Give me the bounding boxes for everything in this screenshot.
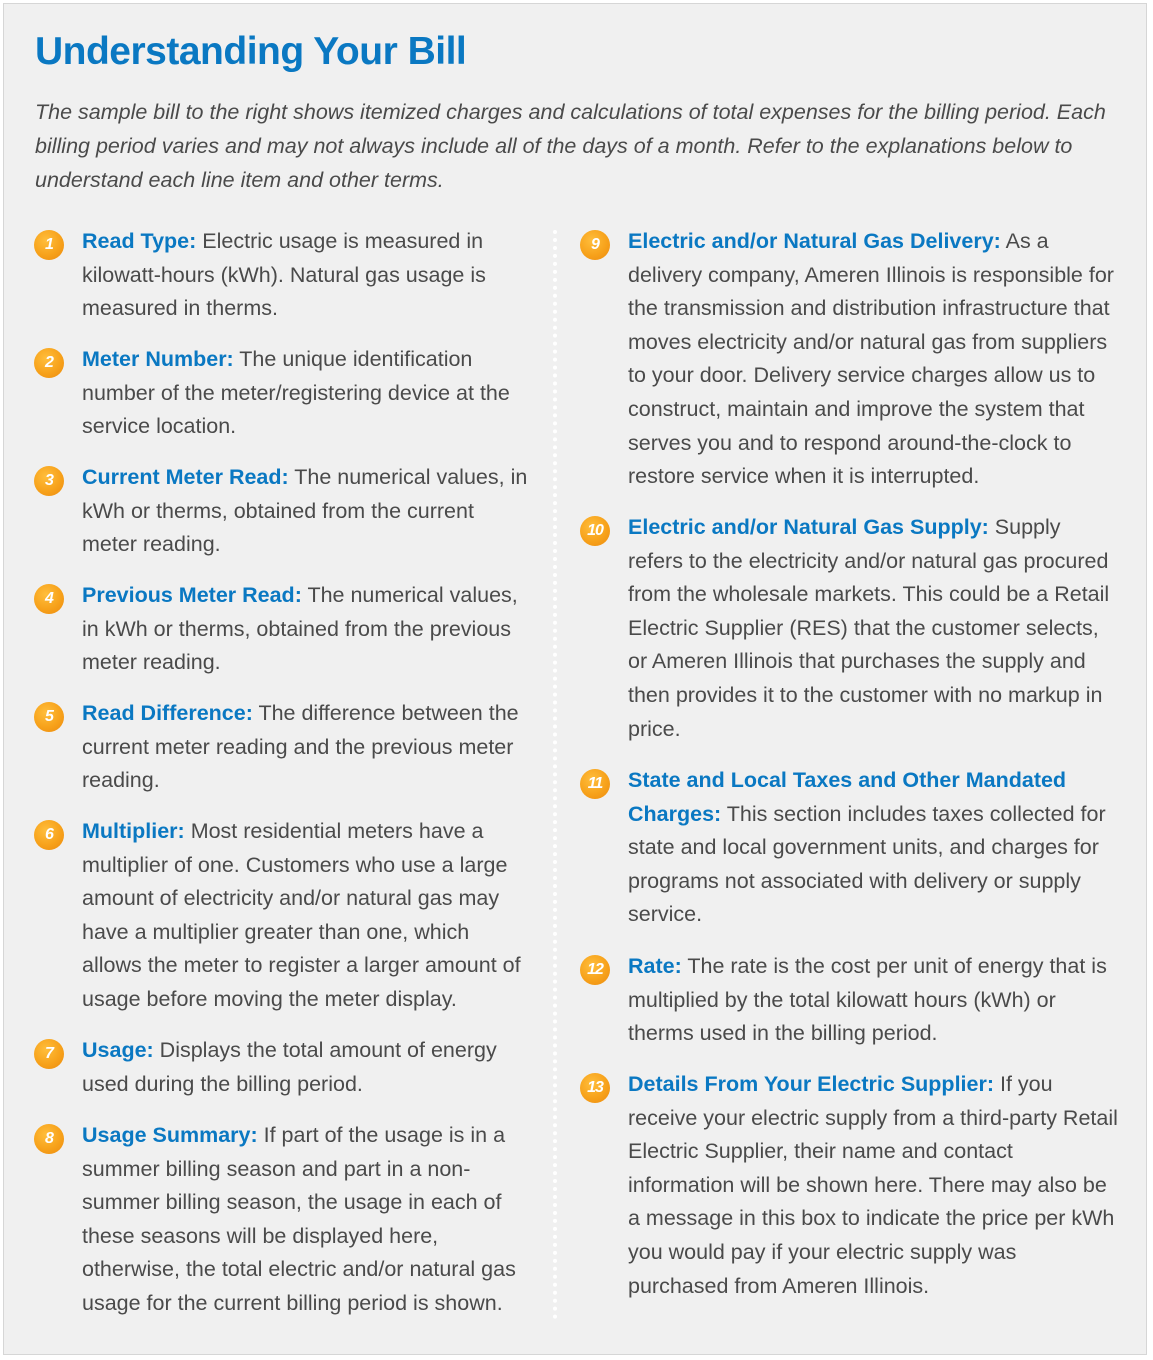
definition-text: The unique identification number of the meter/registering device at the service location.	[82, 347, 510, 439]
number-badge: 4	[34, 584, 64, 614]
definition-term: Rate:	[628, 954, 682, 978]
definition-item-read-difference	[34, 697, 534, 815]
definition-text: If you receive your electric supply from a third-party Retail Electric Supplier, their name and contact information will be shown here. There may also be a message in this box to indicate the price per kWh you would pay if your electric supply was purchased from Ameren Illinois.	[628, 1072, 1118, 1298]
number-badge: 12	[580, 955, 610, 985]
definition-term: Electric and/or Natural Gas Delivery:	[628, 229, 1001, 253]
definition-term: Current Meter Read:	[82, 465, 289, 489]
definition-item-read-type	[34, 225, 534, 343]
definition-item-usage-summary	[34, 1119, 534, 1321]
column-divider	[553, 230, 557, 1320]
number-badge: 13	[580, 1073, 610, 1103]
definition-item-usage	[34, 1034, 534, 1119]
definition-item-previous-meter-read	[34, 579, 534, 697]
definition-text: The difference between the current meter reading and the previous meter reading.	[82, 701, 519, 793]
definition-text: The rate is the cost per unit of energy that is multiplied by the total kilowatt hours (kWh) or therms used in the billing period.	[628, 954, 1107, 1046]
definition-item-delivery	[580, 225, 1120, 511]
definition-item-meter-number	[34, 343, 534, 461]
page-title: Understanding Your Bill	[35, 30, 467, 73]
number-badge: 9	[580, 230, 610, 260]
number-badge: 11	[580, 769, 610, 799]
definition-item-rate	[580, 950, 1120, 1068]
definition-term: Read Difference:	[82, 701, 253, 725]
number-badge: 6	[34, 820, 64, 850]
definition-term: Details From Your Electric Supplier:	[628, 1072, 994, 1096]
definition-term: Electric and/or Natural Gas Supply:	[628, 515, 989, 539]
number-badge: 7	[34, 1039, 64, 1069]
definition-item-taxes	[580, 764, 1120, 950]
number-badge: 2	[34, 348, 64, 378]
definition-text: Electric usage is measured in kilowatt-hours (kWh). Natural gas usage is measured in therms.	[82, 229, 486, 321]
right-column	[580, 225, 1120, 1303]
definition-item-supply	[580, 511, 1120, 764]
intro-paragraph: The sample bill to the right shows itemized charges and calculations of total expenses for the billing period. Each billing period varies and may not always include all of the days of a month. Refer to the explanations below to understand each line item and other terms.	[35, 100, 1106, 192]
definition-item-current-meter-read	[34, 461, 534, 579]
definition-term: Usage Summary:	[82, 1123, 258, 1147]
definition-text: Displays the total amount of energy used during the billing period.	[82, 1038, 497, 1096]
definition-term: Multiplier:	[82, 819, 185, 843]
definition-item-multiplier	[34, 815, 534, 1034]
definition-text: Most residential meters have a multiplier of one. Customers who use a large amount of electricity and/or natural gas may have a multiplier greater than one, which allows the meter to register a larger amount of usage before moving the meter display.	[82, 819, 521, 1011]
number-badge: 3	[34, 466, 64, 496]
definition-item-electric-supplier-details	[580, 1068, 1120, 1303]
definition-term: Usage:	[82, 1038, 154, 1062]
definition-term: State and Local Taxes and Other Mandated Charges:	[628, 768, 1067, 826]
definition-text: The numerical values, in kWh or therms, obtained from the current meter reading.	[82, 465, 528, 557]
definition-text: This section includes taxes collected for state and local government units, and charges for programs not associated with delivery or supply service.	[628, 801, 1106, 927]
number-badge: 8	[34, 1124, 64, 1154]
definition-text: As a delivery company, Ameren Illinois is responsible for the transmission and distribution infrastructure that moves electricity and/or natural gas from suppliers to your door. Delivery service charges allow us to construct, maintain and improve the system that serves you and to respond around-the-clock to restore service when it is interrupted.	[628, 229, 1114, 489]
definition-text: Supply refers to the electricity and/or natural gas procured from the wholesale markets. This could be a Retail Electric Supplier (RES) that the customer selects, or Ameren Illinois that purchases the supply and then provides it to the customer with no markup in price.	[628, 515, 1110, 741]
definition-term: Read Type:	[82, 229, 197, 253]
definition-term: Previous Meter Read:	[82, 583, 302, 607]
number-badge: 5	[34, 702, 64, 732]
definition-text: If part of the usage is in a summer billing season and part in a non-summer billing season, the usage in each of these seasons will be displayed here, otherwise, the total electric and/or natural gas usage for the current billing period is shown.	[82, 1123, 516, 1315]
number-badge: 1	[34, 230, 64, 260]
number-badge: 10	[580, 516, 610, 546]
left-column	[34, 225, 534, 1321]
definition-term: Meter Number:	[82, 347, 234, 371]
definition-text: The numerical values, in kWh or therms, obtained from the previous meter reading.	[82, 583, 518, 675]
